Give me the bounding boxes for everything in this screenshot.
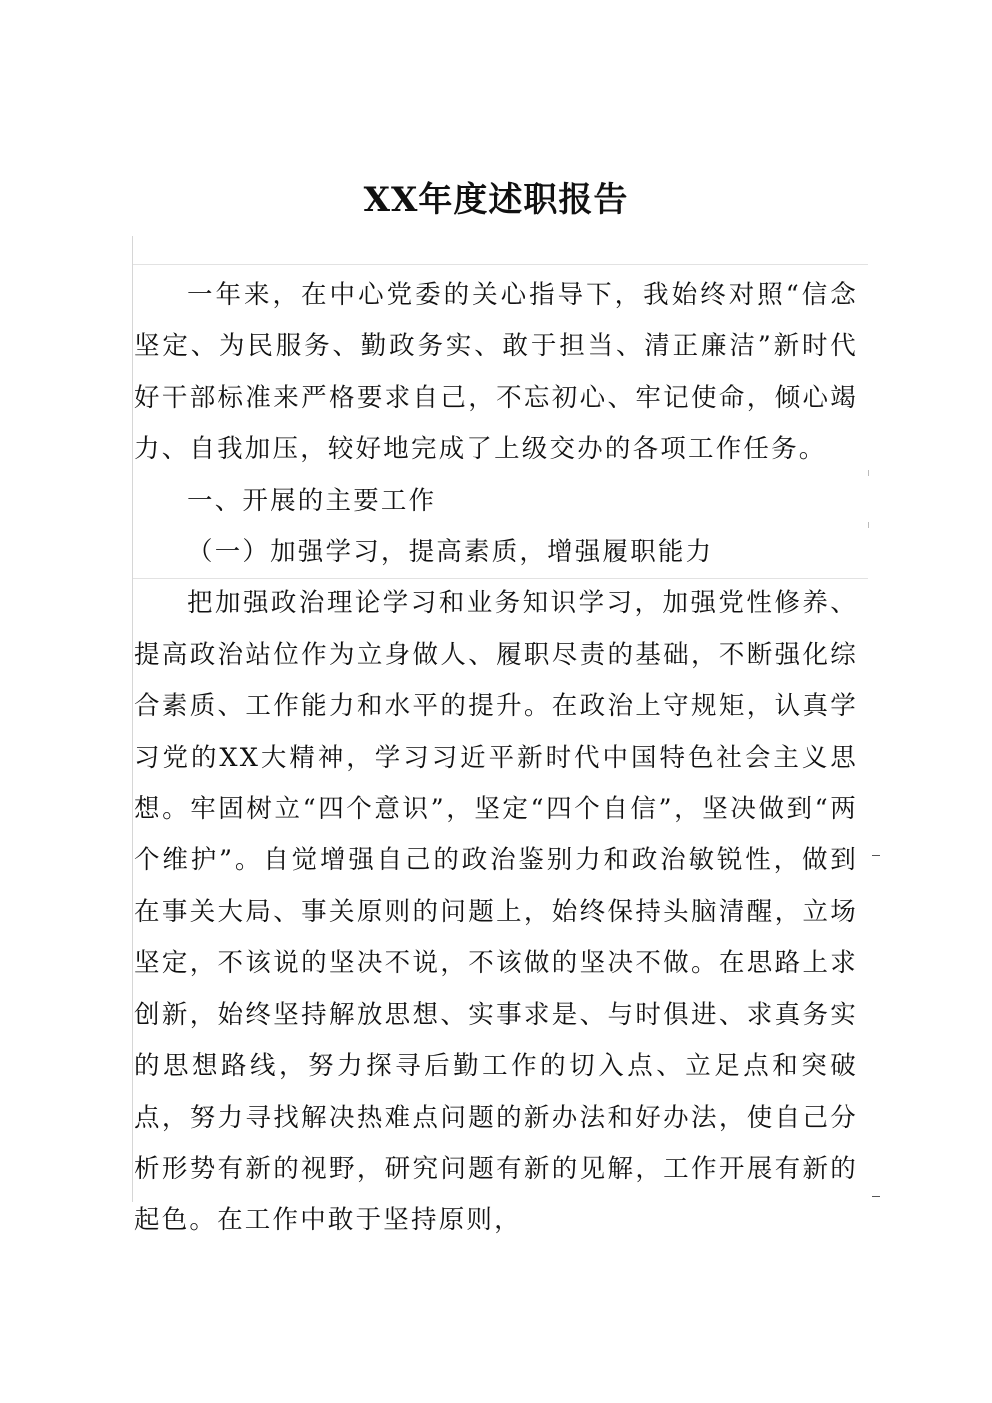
line-end-mark — [872, 1196, 880, 1197]
intro-paragraph: 一年来，在中心党委的关心指导下，我始终对照“信念坚定、为民服务、勤政务实、敢于担当、清正廉洁”新时代好干部标准来严格要求自己，不忘初心、牢记使命，倾心竭力、自我加压，较好地完成了上级交办的各项工作任务。 — [134, 280, 858, 465]
line-end-mark — [872, 855, 880, 856]
body-paragraph: 把加强政治理论学习和业务知识学习，加强党性修养、提高政治站位作为立身做人、履职尽责的基础，不断强化综合素质、工作能力和水平的提升。在政治上守规矩，认真学习党的XX大精神，学习习近平新时代中国特色社会主义思想。牢固树立“四个意识”，坚定“四个自信”，坚决做到“两个维护”。自觉增强自己的政治鉴别力和政治敏锐性，做到在事关大局、事关原则的问题上，始终保持头脑清醒，立场坚定，不该说的坚决不说，不该做的坚决不做。在思路上求创新，始终坚持解放思想、实事求是、与时俱进、求真务实的思想路线，努力探寻后勤工作的切入点、立足点和突破点，努力寻找解决热难点问题的新办法和好办法，使自己分析形势有新的视野，研究问题有新的见解，工作开展有新的起色。在工作中敢于坚持原则， — [134, 588, 858, 1236]
document-body — [134, 270, 858, 1247]
document-title: XX年度述职报告 — [363, 180, 629, 220]
table-tick — [868, 522, 869, 528]
table-tick — [868, 470, 869, 476]
section-heading: 一、开展的主要工作 — [187, 485, 437, 516]
table-border-top — [132, 264, 868, 265]
table-border-left — [132, 236, 133, 1202]
subsection-heading: （一）加强学习，提高素质，增强履职能力 — [187, 537, 714, 568]
